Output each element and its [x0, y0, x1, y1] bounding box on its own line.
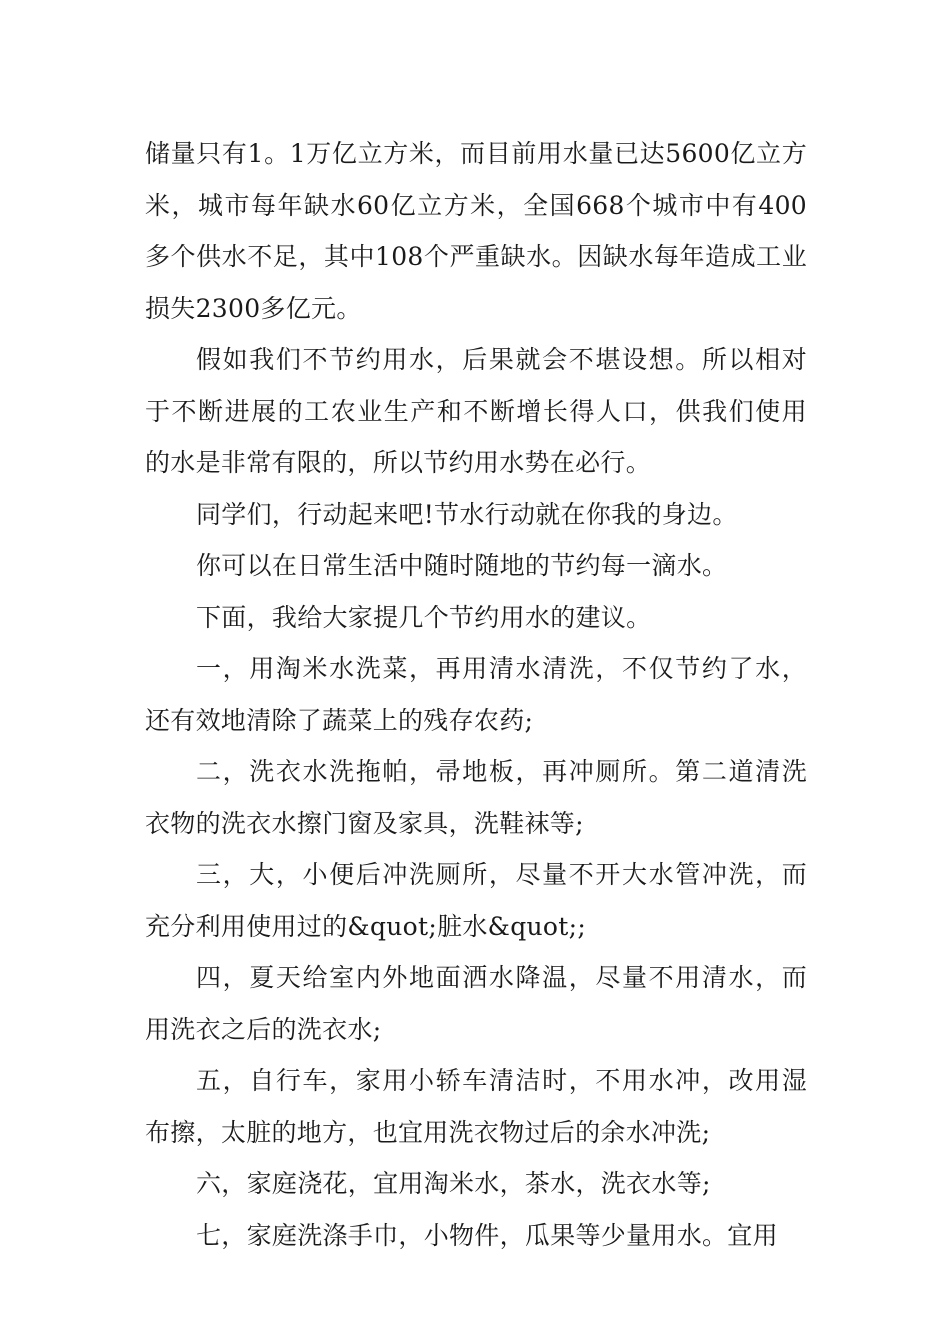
- paragraph: [145, 1210, 807, 1262]
- text-line: 充分利用使用过的&quot;脏水&quot;;: [145, 911, 587, 941]
- paragraph: [145, 334, 807, 489]
- text-line: 五，自行车，家用小轿车清洁时，不用水冲，改用湿: [196, 1066, 807, 1095]
- paragraph: [145, 592, 807, 644]
- paragraph: [145, 128, 807, 334]
- paragraph: [145, 746, 807, 849]
- text-line: 三，大，小便后冲洗厕所，尽量不开大水管冲洗，而: [196, 860, 807, 889]
- paragraph: [145, 540, 807, 592]
- paragraph: [145, 489, 807, 541]
- text-line: 于不断进展的工农业生产和不断增长得人口，供我们使用: [145, 396, 807, 426]
- text-line: 多个供水不足，其中108个严重缺水。因缺水每年造成工业: [145, 242, 807, 271]
- paragraph: [145, 1158, 807, 1210]
- text-line: 六，家庭浇花，宜用淘米水，茶水，洗衣水等;: [196, 1169, 711, 1198]
- text-line: 储量只有1。1万亿立方米，而目前用水量已达5600亿立方: [145, 139, 807, 168]
- text-line: 的水是非常有限的，所以节约用水势在必行。: [145, 448, 652, 477]
- paragraph: [145, 1055, 807, 1158]
- text-line: 损失2300多亿元。: [145, 293, 362, 323]
- text-line: 二，洗衣水洗拖帕，帚地板，再冲厕所。第二道清洗: [196, 757, 807, 786]
- text-line: 同学们，行动起来吧!节水行动就在你我的身边。: [196, 499, 738, 529]
- text-line: 一，用淘米水洗菜，再用清水清洗，不仅节约了水，: [196, 654, 807, 683]
- text-line: 你可以在日常生活中随时随地的节约每一滴水。: [196, 551, 728, 580]
- text-line: 四，夏天给室内外地面洒水降温，尽量不用清水，而: [196, 963, 807, 992]
- document-body: [145, 128, 807, 1261]
- text-line: 下面，我给大家提几个节约用水的建议。: [196, 602, 652, 632]
- paragraph: [145, 849, 807, 952]
- paragraph: [145, 952, 807, 1055]
- text-line: 衣物的洗衣水擦门窗及家具，洗鞋袜等;: [145, 808, 584, 838]
- paragraph: [145, 643, 807, 746]
- text-line: 用洗衣之后的洗衣水;: [145, 1014, 382, 1044]
- text-line: 布擦，太脏的地方，也宜用洗衣物过后的余水冲洗;: [145, 1117, 711, 1147]
- text-line: 七，家庭洗涤手巾，小物件，瓜果等少量用水。宜用: [196, 1220, 778, 1250]
- text-line: 还有效地清除了蔬菜上的残存农药;: [145, 705, 534, 735]
- text-line: 米，城市每年缺水60亿立方米，全国668个城市中有400: [145, 190, 807, 220]
- text-line: 假如我们不节约用水，后果就会不堪设想。所以相对: [196, 345, 807, 374]
